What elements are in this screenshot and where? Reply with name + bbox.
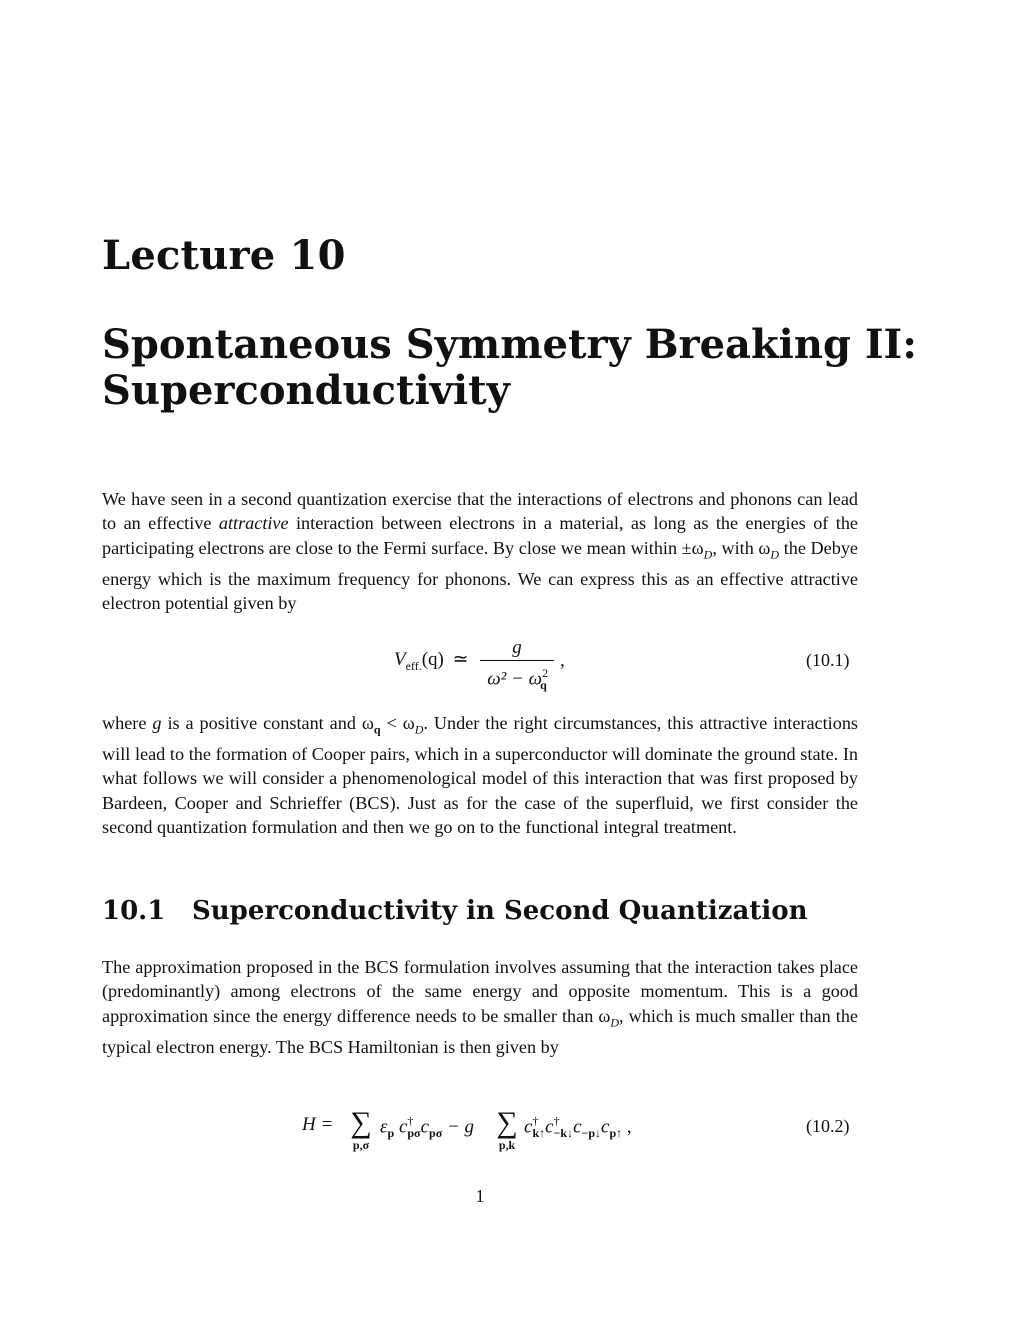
p2-text-c: < ω <box>380 713 415 733</box>
eq2-epsilon: ε <box>380 1116 388 1138</box>
eq2-term-2 <box>524 1114 632 1141</box>
eq2-c5: c <box>573 1116 582 1138</box>
sum-2-index: p,k <box>498 1138 516 1152</box>
eq2-c1: c <box>398 1116 408 1138</box>
sum-symbol-1: ∑ <box>350 1106 372 1139</box>
intro-sub-d1: D <box>703 547 713 562</box>
p3-sub-d: D <box>610 1015 620 1030</box>
eq1-comma: , <box>560 650 565 671</box>
eq2-sub-psigma-1: pσ <box>407 1126 421 1141</box>
p2-sub-q: q <box>373 722 381 737</box>
sum-symbol-2: ∑ <box>496 1106 518 1139</box>
eq2-sub-pup: p↑ <box>609 1126 623 1141</box>
section-title: Superconductivity in Second Quantization <box>192 896 808 926</box>
intro-text-d: the Debye energy which is the maximum frequency for phonons. We can express this as an effective attractive electron potential given by <box>102 537 858 613</box>
eq2-sub-mkdown: −k↓ <box>553 1126 574 1141</box>
eq2-sub-mpdown: −p↓ <box>581 1126 602 1141</box>
lecture-title-line-1: Spontaneous Symmetry Breaking II: <box>102 321 918 368</box>
eq2-c6: c <box>601 1116 610 1138</box>
eq2-number: (10.2) <box>806 1116 850 1136</box>
eq1-arg: (q) <box>421 649 444 670</box>
eq2-c2: c <box>420 1116 430 1138</box>
section-heading <box>102 896 808 926</box>
eq2-dagger-1: † <box>407 1114 414 1128</box>
p2-text-b: is a positive constant and ω <box>161 713 374 733</box>
paragraph-2 <box>102 711 858 839</box>
eq2-dagger-3: † <box>553 1114 560 1128</box>
eq2-sub-kup: k↑ <box>532 1126 546 1141</box>
eq2-sum-1 <box>344 1108 378 1152</box>
eq1-denominator <box>480 660 554 697</box>
intro-paragraph <box>102 487 858 615</box>
intro-text-a: We have seen in a second quantization exercise that the interactions of electrons and phonons can lead to an effective <box>102 489 858 534</box>
eq2-sub-psigma-2: pσ <box>429 1126 443 1141</box>
p3-text-a: The approximation proposed in the BCS formulation involves assuming that the interaction takes place (predominantly) among electrons of the same energy and opposite momentum. This is a good approximation since the energy difference needs to be smaller than ω <box>102 957 858 1026</box>
eq2-sum-2 <box>490 1108 524 1152</box>
p2-text-a: where <box>102 713 153 733</box>
p2-text-d: . Under the right circumstances, this attractive interactions will lead to the formation of Cooper pairs, which in a superconductor will dominate the ground state. In what follows we will consider a phenomenological model of this interaction that was first proposed by Bardeen, Cooper and Schrieffer (BCS). Just as for the case of the superfluid, we first consider the second quantization formulation and then we go on to the functional integral treatment. <box>102 713 859 837</box>
lecture-title-line-2: Superconductivity <box>102 367 510 414</box>
intro-emphasis: attractive <box>218 513 289 534</box>
equation-10-1 <box>394 648 473 674</box>
eq2-term-1 <box>380 1114 474 1141</box>
eq2-minus-g: − g <box>446 1116 475 1138</box>
sum-1-index: p,σ <box>352 1138 370 1152</box>
eq2-comma: , <box>626 1116 632 1138</box>
eq1-den-sup: 2 <box>542 666 549 680</box>
lecture-title <box>102 322 922 414</box>
equation-10-2 <box>302 1114 333 1136</box>
intro-text-c: , with ω <box>712 537 771 558</box>
intro-sub-d2: D <box>770 547 780 562</box>
eq1-denominator-text: ω² − ω <box>487 668 543 690</box>
eq2-dagger-2: † <box>532 1114 539 1128</box>
paragraph-3 <box>102 955 858 1059</box>
eq2-epsilon-sub: p <box>387 1126 395 1141</box>
eq2-c4: c <box>545 1116 554 1138</box>
eq2-lhs: H = <box>302 1114 334 1135</box>
eq1-lhs: V <box>394 649 406 670</box>
eq1-relation: ≃ <box>452 649 469 670</box>
eq1-lhs-sub: eff. <box>405 658 422 673</box>
p2-sub-d: D <box>414 722 424 737</box>
eq1-numerator: g <box>512 637 522 658</box>
p2-g: g <box>152 713 162 733</box>
chapter-heading: Lecture 10 <box>102 232 346 279</box>
p3-text-b: , which is much smaller than the typical electron energy. The BCS Hamiltonian is then given by <box>102 1005 858 1057</box>
eq1-den-sub: q <box>540 678 547 693</box>
intro-text-b: interaction between electrons in a material, as long as the energies of the participating electrons are close to the Fermi surface. By close we mean within ±ω <box>102 513 858 558</box>
section-number: 10.1 <box>102 896 166 926</box>
page-number: 1 <box>475 1186 485 1206</box>
eq1-number: (10.1) <box>806 650 850 670</box>
eq1-fraction <box>480 636 554 697</box>
eq2-c3: c <box>524 1116 533 1138</box>
